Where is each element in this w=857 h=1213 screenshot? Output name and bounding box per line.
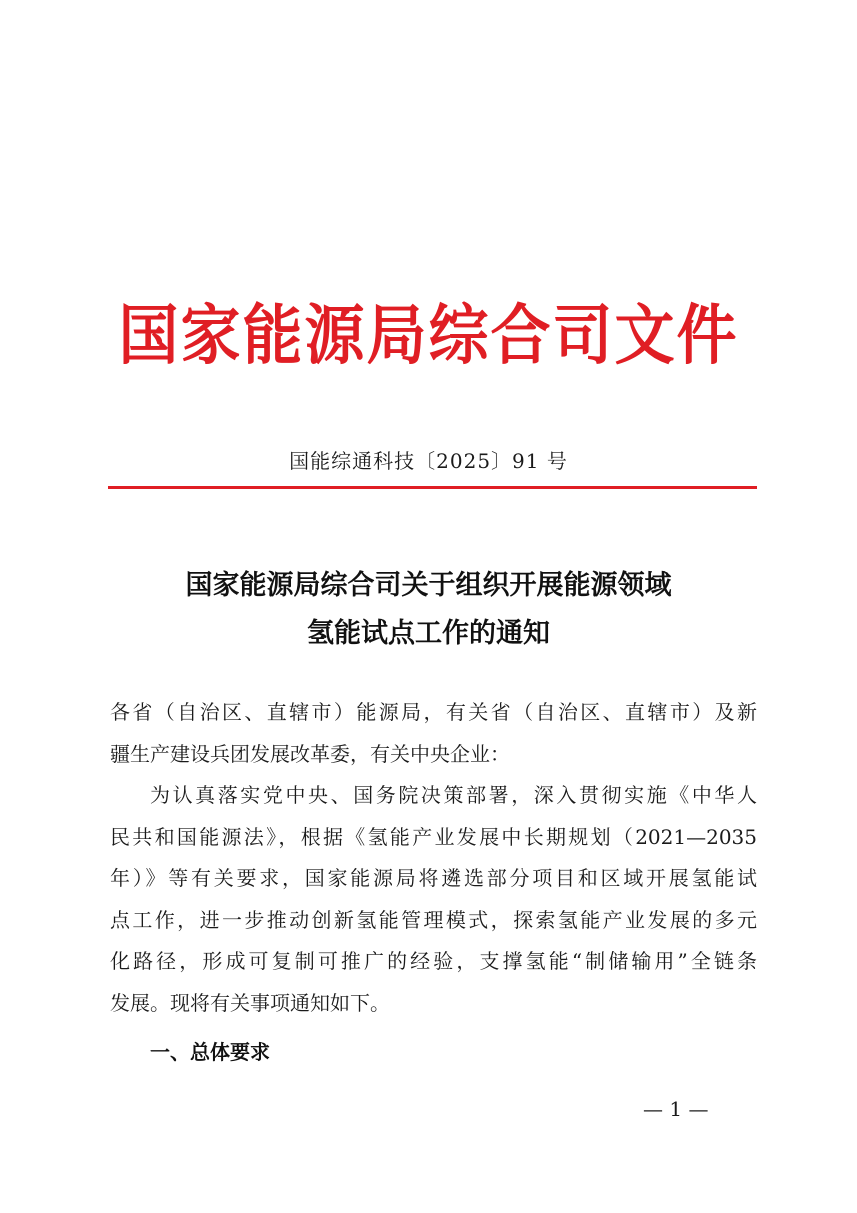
- paragraph-1: [110, 775, 757, 1024]
- paragraph-1-line-3: 年）》等有关要求，国家能源局将遴选部分项目和区域开展氢能试: [110, 866, 757, 890]
- issuing-agency-header: 国家能源局综合司文件: [118, 298, 739, 374]
- addressee-line-2: 疆生产建设兵团发展改革委，有关中央企业：: [110, 741, 510, 766]
- title-line-2: 氢能试点工作的通知: [307, 618, 550, 649]
- document-number: 国能综通科技〔2025〕91 号: [289, 449, 568, 473]
- paragraph-1-line-5: 化路径，形成可复制可推广的经验，支撑氢能“制储输用”全链条: [110, 949, 757, 973]
- red-separator-line: [108, 486, 757, 489]
- title-line-1: 国家能源局综合司关于组织开展能源领域: [185, 570, 672, 601]
- paragraph-1-line-6: 发展。现将有关事项通知如下。: [110, 990, 390, 1015]
- paragraph-1-line-2: 民共和国能源法》，根据《氢能产业发展中长期规划（2021—2035: [110, 824, 757, 849]
- paragraph-1-line-1: 为认真落实党中央、国务院决策部署，深入贯彻实施《中华人: [150, 783, 757, 807]
- addressee: [110, 692, 757, 775]
- document-body: [110, 692, 757, 1024]
- paragraph-1-line-4: 点工作，进一步推动创新氢能管理模式，探索氢能产业发展的多元: [110, 907, 757, 932]
- section-heading-1: 一、总体要求: [150, 1040, 270, 1064]
- document-title: [0, 562, 857, 658]
- addressee-line-1: 各省（自治区、直辖市）能源局，有关省（自治区、直辖市）及新: [110, 700, 757, 724]
- page-number: — 1 —: [643, 1097, 709, 1121]
